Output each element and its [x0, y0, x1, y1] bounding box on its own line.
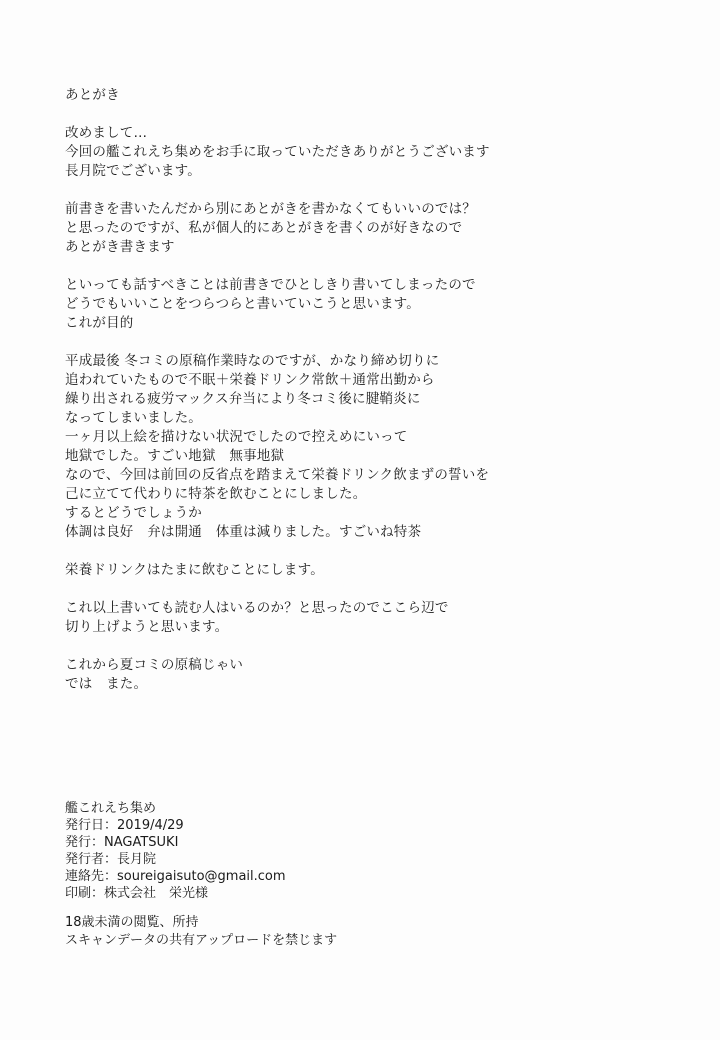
afterword-text-line: と思ったのですが、私が個人的にあとがきを書くのが好きなので	[65, 220, 463, 236]
afterword-title: あとがき	[65, 87, 120, 103]
afterword-text-line: 長月院でございます。	[65, 163, 201, 179]
colophon-contact: 連絡先：soureigaisuto@gmail.com	[65, 869, 286, 884]
paragraph-gap	[65, 580, 685, 599]
afterword-text-line: 繰り出される疲労マックス弁当により冬コミ後に腱鞘炎に	[65, 391, 421, 407]
afterword-text-line: どうでもいいことをつらつらと書いていこうと思います。	[65, 296, 420, 312]
afterword-text-line: これ以上書いても読む人はいるのか？と思ったのでここら辺で	[65, 600, 449, 616]
afterword-text-line: 栄養ドリンクはたまに飲むことにします。	[65, 562, 324, 578]
afterword-text-line: 追われていたもので不眠＋栄養ドリンク常飲＋通常出勤から	[65, 372, 435, 388]
afterword-text-line: 改めまして…	[65, 125, 148, 141]
afterword-text-line: これが目的	[65, 315, 134, 331]
colophon-author: 発行者：長月院	[65, 852, 157, 867]
afterword-text-line: 切り上げようと思います。	[65, 619, 229, 635]
colophon-printer: 印刷：株式会社 栄光様	[65, 886, 209, 901]
paragraph-gap	[65, 637, 685, 656]
afterword-text-line: といっても話すべきことは前書きでひとしきり書いてしまったので	[65, 277, 476, 293]
afterword-section	[65, 86, 685, 694]
afterword-text-line: なってしまいました。	[65, 410, 202, 426]
afterword-text-line: 一ヶ月以上絵を描けない状況でしたので控えめにいって	[65, 429, 408, 445]
colophon-date: 発行日：2019/4/29	[65, 818, 184, 833]
paragraph-gap	[65, 181, 685, 200]
afterword-text-line: 己に立てて代わりに特茶を飲むことにしました。	[65, 486, 367, 502]
paragraph-gap	[65, 333, 685, 352]
colophon-publisher: 発行：NAGATSUKI	[65, 835, 179, 850]
legal-notice	[65, 914, 465, 950]
notice-line: スキャンデータの共有アップロードを禁じます	[65, 933, 338, 948]
afterword-text-line: あとがき書きます	[65, 239, 175, 255]
notice-line: 18歳未満の閲覧、所持	[65, 915, 199, 930]
afterword-text-line: 体調は良好 弁は開通 体重は減りました。すごいね特茶	[65, 524, 422, 540]
afterword-text-line: するとどうでしょうか	[65, 505, 202, 521]
colophon	[65, 800, 465, 902]
afterword-text-line: なので、今回は前回の反省点を踏まえて栄養ドリンク飲まずの誓いを	[65, 467, 490, 483]
afterword-text-line: 前書きを書いたんだから別にあとがきを書かなくてもいいのでは？	[65, 201, 476, 217]
afterword-text-line: 平成最後 冬コミの原稿作業時なのですが、かなり締め切りに	[65, 353, 440, 369]
paragraph-gap	[65, 542, 685, 561]
colophon-title: 艦これえち集め	[65, 801, 157, 816]
paragraph-gap	[65, 105, 685, 124]
paragraph-gap	[65, 257, 685, 276]
afterword-text-line: 今回の艦これえち集めをお手に取っていただきありがとうございます	[65, 144, 490, 160]
afterword-text-line: では また。	[65, 676, 148, 692]
afterword-text-line: これから夏コミの原稿じゃい	[65, 657, 244, 673]
afterword-text-line: 地獄でした。すごい地獄 無事地獄	[65, 448, 285, 464]
